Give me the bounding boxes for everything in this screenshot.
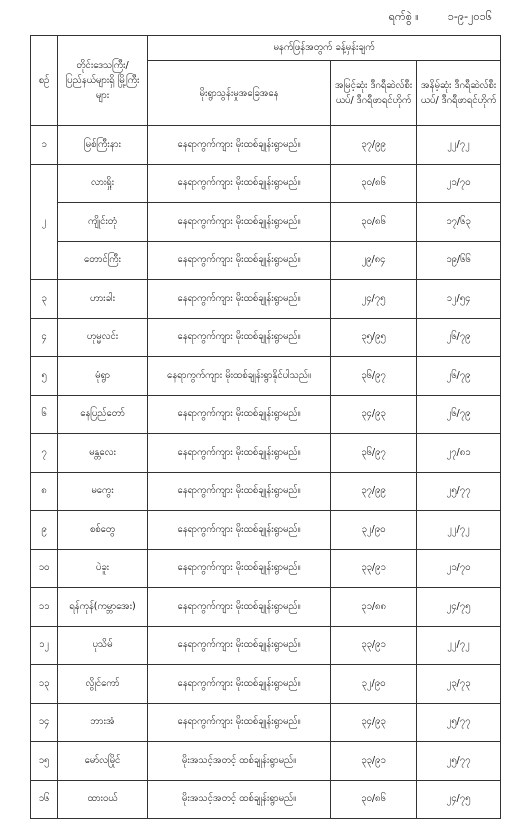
table-row bbox=[31, 703, 501, 742]
min-temp-cell: ၂၂/၇၂ bbox=[417, 626, 501, 665]
city-cell: ပဲခူး bbox=[58, 549, 148, 588]
header-serial: စဉ် bbox=[31, 36, 58, 126]
max-temp-cell: ၃၃/၉၁ bbox=[331, 742, 417, 781]
city-cell: မကွေး bbox=[58, 472, 148, 511]
city-cell: ဟုမ္မလင်း bbox=[58, 318, 148, 357]
city-cell: ဟားခါး bbox=[58, 280, 148, 319]
min-temp-cell: ၂၂/၇၂ bbox=[417, 511, 501, 550]
table-row bbox=[31, 203, 501, 242]
table-row bbox=[31, 742, 501, 781]
table-row bbox=[31, 780, 501, 819]
min-temp-cell: ၂၆/၇၉ bbox=[417, 357, 501, 396]
min-temp-cell: ၂၁/၇၀ bbox=[417, 549, 501, 588]
min-temp-cell: ၂၆/၇၉ bbox=[417, 395, 501, 434]
serial-cell: ၁၄ bbox=[31, 703, 58, 742]
condition-cell: နေရာကွက်ကျား မိုးထစ်ချုန်းရွာမည်။ bbox=[148, 395, 331, 434]
header-forecast-group: မနက်ဖြန်အတွက် ခန့်မှန်းချက် bbox=[148, 36, 501, 61]
table-row bbox=[31, 126, 501, 165]
header-condition: မိုးရွာသွန်းမှုအခြေအနေ bbox=[148, 61, 331, 126]
table-row bbox=[31, 588, 501, 627]
serial-cell: ၈ bbox=[31, 472, 58, 511]
header-min-temp: အနိမ့်ဆုံး ဒီဂရီဆဲလ်စီးယပ်/ ဒီဂရီဖာရင်ဟိုက် bbox=[417, 61, 501, 126]
table-body bbox=[31, 126, 501, 819]
serial-cell: ၁ bbox=[31, 126, 58, 165]
min-temp-cell: ၂၄/၇၅ bbox=[417, 588, 501, 627]
min-temp-cell: ၁၂/၅၄ bbox=[417, 280, 501, 319]
table-row bbox=[31, 626, 501, 665]
condition-cell: နေရာကွက်ကျား မိုးထစ်ချုန်းရွာမည်။ bbox=[148, 588, 331, 627]
max-temp-cell: ၃၂/၉၀ bbox=[331, 665, 417, 704]
min-temp-cell: ၂၂/၇၂ bbox=[417, 126, 501, 165]
min-temp-cell: ၂၆/၇၉ bbox=[417, 318, 501, 357]
condition-cell: နေရာကွက်ကျား မိုးထစ်ချုန်းရွာမည်။ bbox=[148, 318, 331, 357]
min-temp-cell: ၂၃/၇၃ bbox=[417, 665, 501, 704]
serial-cell: ၇ bbox=[31, 434, 58, 473]
city-cell: စစ်တွေ bbox=[58, 511, 148, 550]
table-row bbox=[31, 318, 501, 357]
table-row bbox=[31, 241, 501, 280]
table-row bbox=[31, 549, 501, 588]
max-temp-cell: ၃၀/၈၆ bbox=[331, 203, 417, 242]
date-label: ရက်စွဲ ။ bbox=[388, 10, 419, 23]
serial-cell: ၅ bbox=[31, 357, 58, 396]
condition-cell: မိုးအသင့်အတင့် ထစ်ချုန်းရွာမည်။ bbox=[148, 742, 331, 781]
condition-cell: နေရာကွက်ကျား မိုးထစ်ချုန်းရွာမည်။ bbox=[148, 434, 331, 473]
serial-cell: ၁၁ bbox=[31, 588, 58, 627]
max-temp-cell: ၃၇/၉၉ bbox=[331, 472, 417, 511]
table-row bbox=[31, 357, 501, 396]
header-row-top bbox=[31, 36, 501, 61]
condition-cell: နေရာကွက်ကျား မိုးထစ်ချုန်းရွာမည်။ bbox=[148, 626, 331, 665]
condition-cell: နေရာကွက်ကျား မိုးထစ်ချုန်းရွာနိုင်ပါသည်။ bbox=[148, 357, 331, 396]
city-cell: ရန်ကုန်(ကမ္ဘာအေး) bbox=[58, 588, 148, 627]
max-temp-cell: ၃၄/၉၃ bbox=[331, 395, 417, 434]
max-temp-cell: ၃၄/၉၃ bbox=[331, 703, 417, 742]
serial-cell: ၉ bbox=[31, 511, 58, 550]
table-row bbox=[31, 472, 501, 511]
table-row bbox=[31, 665, 501, 704]
date-value: ၁-၉-၂၀၁၆ bbox=[447, 10, 492, 23]
max-temp-cell: ၃၆/၉၇ bbox=[331, 434, 417, 473]
min-temp-cell: ၂၁/၇၀ bbox=[417, 164, 501, 203]
condition-cell: နေရာကွက်ကျား မိုးထစ်ချုန်းရွာမည်။ bbox=[148, 703, 331, 742]
serial-cell: ၂ bbox=[31, 164, 58, 280]
document-date bbox=[389, 10, 492, 26]
city-cell: မန္တလေး bbox=[58, 434, 148, 473]
max-temp-cell: ၃၁/၈၈ bbox=[331, 588, 417, 627]
condition-cell: နေရာကွက်ကျား မိုးထစ်ချုန်းရွာမည်။ bbox=[148, 126, 331, 165]
min-temp-cell: ၂၅/၇၇ bbox=[417, 703, 501, 742]
serial-cell: ၄ bbox=[31, 318, 58, 357]
condition-cell: နေရာကွက်ကျား မိုးထစ်ချုန်းရွာမည်။ bbox=[148, 241, 331, 280]
min-temp-cell: ၁၉/၆၆ bbox=[417, 241, 501, 280]
city-cell: မော်လမြိုင် bbox=[58, 742, 148, 781]
table-row bbox=[31, 164, 501, 203]
city-cell: နေပြည်တော် bbox=[58, 395, 148, 434]
max-temp-cell: ၃၅/၉၅ bbox=[331, 318, 417, 357]
min-temp-cell: ၁၇/၆၃ bbox=[417, 203, 501, 242]
condition-cell: မိုးအသင့်အတင့် ထစ်ချုန်းရွာမည်။ bbox=[148, 780, 331, 819]
serial-cell: ၃ bbox=[31, 280, 58, 319]
city-cell: ထားဝယ် bbox=[58, 780, 148, 819]
max-temp-cell: ၃၀/၈၆ bbox=[331, 164, 417, 203]
header-max-temp: အမြင့်ဆုံး ဒီဂရီဆဲလ်စီးယပ်/ ဒီဂရီဖာရင်ဟိုက် bbox=[331, 61, 417, 126]
city-cell: မုံရွာ bbox=[58, 357, 148, 396]
condition-cell: နေရာကွက်ကျား မိုးထစ်ချုန်းရွာမည်။ bbox=[148, 280, 331, 319]
city-cell: တောင်ကြီး bbox=[58, 241, 148, 280]
serial-cell: ၆ bbox=[31, 395, 58, 434]
max-temp-cell: ၃၃/၉၁ bbox=[331, 626, 417, 665]
city-cell: လွိုင်ကော် bbox=[58, 665, 148, 704]
max-temp-cell: ၃၇/၉၉ bbox=[331, 126, 417, 165]
forecast-table bbox=[30, 35, 501, 819]
serial-cell: ၁၃ bbox=[31, 665, 58, 704]
max-temp-cell: ၂၄/၇၅ bbox=[331, 280, 417, 319]
max-temp-cell: ၂၉/၈၄ bbox=[331, 241, 417, 280]
city-cell: ကျိုင်းတုံ bbox=[58, 203, 148, 242]
serial-cell: ၁၅ bbox=[31, 742, 58, 781]
table-row bbox=[31, 511, 501, 550]
condition-cell: နေရာကွက်ကျား မိုးထစ်ချုန်းရွာမည်။ bbox=[148, 665, 331, 704]
city-cell: ဘားအံ bbox=[58, 703, 148, 742]
serial-cell: ၁၀ bbox=[31, 549, 58, 588]
condition-cell: နေရာကွက်ကျား မိုးထစ်ချုန်းရွာမည်။ bbox=[148, 164, 331, 203]
condition-cell: နေရာကွက်ကျား မိုးထစ်ချုန်းရွာမည်။ bbox=[148, 472, 331, 511]
min-temp-cell: ၂၄/၇၅ bbox=[417, 780, 501, 819]
table-row bbox=[31, 395, 501, 434]
city-cell: လားရှိုး bbox=[58, 164, 148, 203]
condition-cell: နေရာကွက်ကျား မိုးထစ်ချုန်းရွာမည်။ bbox=[148, 511, 331, 550]
header-region: တိုင်းဒေသကြီး/ ပြည်နယ်များရှိ မြို့ကြီးများ bbox=[58, 36, 148, 126]
city-cell: ပုသိမ် bbox=[58, 626, 148, 665]
serial-cell: ၁၆ bbox=[31, 780, 58, 819]
max-temp-cell: ၃၃/၉၁ bbox=[331, 549, 417, 588]
condition-cell: နေရာကွက်ကျား မိုးထစ်ချုန်းရွာမည်။ bbox=[148, 203, 331, 242]
min-temp-cell: ၂၇/၈၁ bbox=[417, 434, 501, 473]
min-temp-cell: ၂၅/၇၇ bbox=[417, 742, 501, 781]
table-row bbox=[31, 434, 501, 473]
max-temp-cell: ၃၂/၉၀ bbox=[331, 511, 417, 550]
city-cell: မြစ်ကြီးနား bbox=[58, 126, 148, 165]
max-temp-cell: ၃၀/၈၆ bbox=[331, 780, 417, 819]
serial-cell: ၁၂ bbox=[31, 626, 58, 665]
table-row bbox=[31, 280, 501, 319]
min-temp-cell: ၂၅/၇၇ bbox=[417, 472, 501, 511]
max-temp-cell: ၃၆/၉၇ bbox=[331, 357, 417, 396]
condition-cell: နေရာကွက်ကျား မိုးထစ်ချုန်းရွာမည်။ bbox=[148, 549, 331, 588]
